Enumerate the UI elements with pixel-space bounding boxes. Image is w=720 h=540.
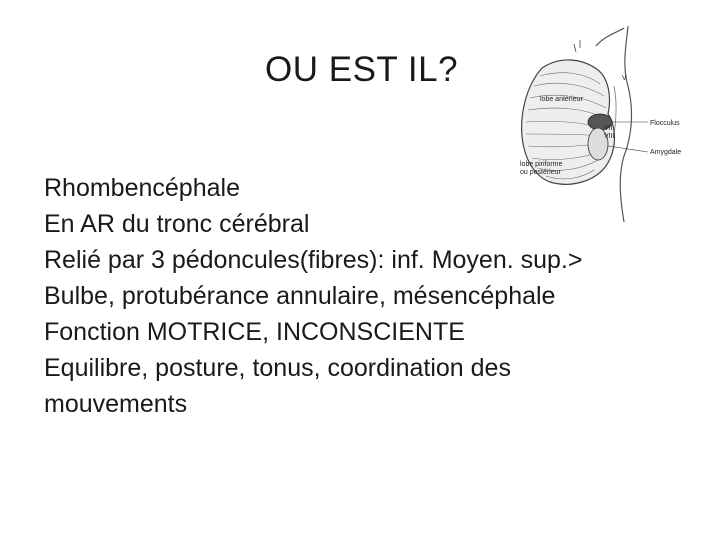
label-piriform-lobe-2: ou postérieur [520, 169, 561, 176]
label-flocculus: Flocculus [650, 120, 680, 127]
line-roles: Equilibre, posture, tonus, coordination des mouvements [44, 354, 511, 418]
line-peduncles: Relié par 3 pédoncules(fibres): inf. Moyen. sup.> [44, 246, 583, 274]
line-connections: Bulbe, protubérance annulaire, mésencéphale [44, 282, 556, 310]
label-anterior-lobe: lobe antérieur [540, 96, 583, 103]
label-nerve-viii: VIII [604, 133, 615, 140]
line-function: Fonction MOTRICE, INCONSCIENTE [44, 318, 465, 346]
label-amygdala: Amygdale [650, 149, 682, 156]
line-position: En AR du tronc cérébral [44, 210, 310, 238]
slide-title: OU EST IL? [265, 50, 459, 89]
label-piriform-lobe-1: lobe piriforme [520, 161, 563, 168]
top-fibers [574, 40, 580, 52]
line-rhombencephale: Rhombencéphale [44, 174, 240, 202]
label-nerve-v: V [622, 75, 627, 82]
label-nerve-vii: VII [604, 125, 613, 132]
content-lines [44, 170, 704, 422]
